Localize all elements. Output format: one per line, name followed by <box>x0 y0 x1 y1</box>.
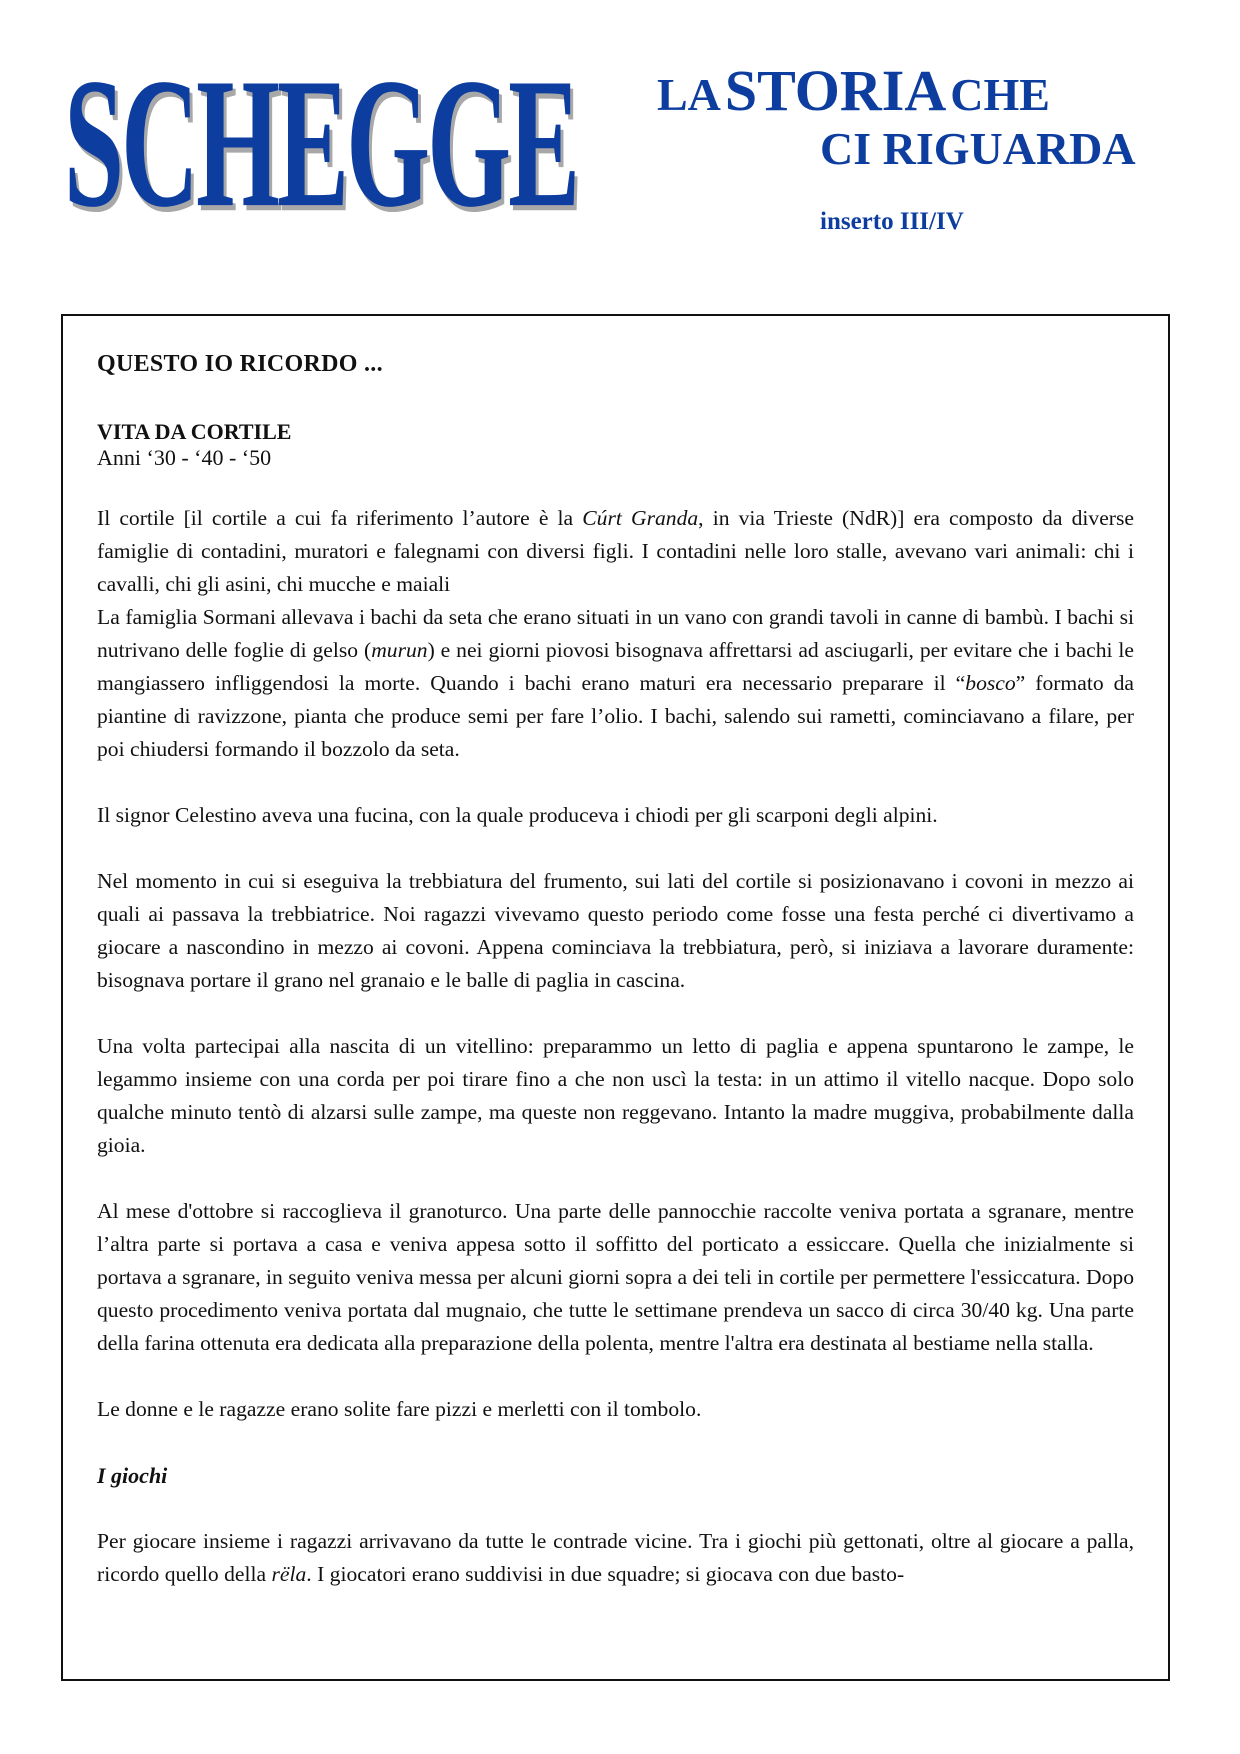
italic-term: rëla <box>271 1561 307 1586</box>
issue-label: inserto III/IV <box>820 208 964 235</box>
masthead-logo: SCHEGGE <box>64 41 578 247</box>
tagline-che: CHE <box>950 69 1050 120</box>
section-title: QUESTO IO RICORDO ... <box>97 351 383 377</box>
text-run: Il cortile [il cortile a cui fa riferimento l’autore è la <box>97 505 583 530</box>
paragraph-fucina: Il signor Celestino aveva una fucina, con la quale produceva i chiodi per gli scarponi degli alpini. <box>97 802 938 827</box>
text-run: , in via Trieste (NdR)] era composto da diverse famiglie di contadini, muratori e falegnami con diversi figli. I contadini nelle loro stalle, avevano vari animali: chi i cavalli, chi gli asini, chi mucche e maiali <box>97 505 1134 596</box>
italic-term: Cúrt Granda <box>582 505 699 530</box>
italic-term: murun <box>371 637 428 662</box>
paragraph-trebbiatura: Nel momento in cui si eseguiva la trebbiatura del frumento, sui lati del cortile si posizionavano i covoni in mezzo ai quali ai passava la trebbiatrice. Noi ragazzi vivevamo questo periodo come fosse una festa perché ci divertivamo a giocare a nascondino in mezzo ai covoni. Appena cominciava la trebbiatura, però, si iniziava a lavorare duramente: bisognava portare il grano nel granaio e le balle di paglia in cascina. <box>97 868 1134 992</box>
tagline-line-2: CI RIGUARDA <box>820 123 1136 174</box>
article-box <box>61 314 1170 1681</box>
paragraph-vitellino: Una volta partecipai alla nascita di un vitellino: preparammo un letto di paglia e appena spuntarono le zampe, le legammo insieme con una corda per poi tirare fino a che non uscì la testa: in un attimo il vitello nacque. Dopo solo qualche minuto tentò di alzarsi sulle zampe, ma queste non reggevano. Intanto la madre muggiva, probabilmente dalla gioia. <box>97 1033 1134 1157</box>
text-run: ” formato da piantine di ravizzone, pianta che produce semi per fare l’olio. I bachi, salendo sui rametti, cominciavano a filare, per poi chiudersi formando il bozzolo da seta. <box>97 670 1135 761</box>
tagline-line-1 <box>657 58 1050 123</box>
paragraph-tombolo: Le donne e le ragazze erano solite fare pizzi e merletti con il tombolo. <box>97 1396 702 1421</box>
tagline-la: LA <box>657 69 721 120</box>
tagline-storia: STORIA <box>724 58 947 123</box>
paragraph-granoturco: Al mese d'ottobre si raccoglieva il granoturco. Una parte delle pannocchie raccolte veniva portata a sgranare, mentre l’altra parte si portava a casa e veniva appesa sotto il soffitto del porticato a essiccare. Quella che inizialmente si portava a sgranare, in seguito veniva messa per alcuni giorni sopra a dei teli in cortile per permettere l'essiccatura. Dopo questo procedimento veniva portata dal mugnaio, che tutte le settimane prendeva un sacco di circa 30/40 kg. Una parte della farina ottenuta era dedicata alla preparazione della polenta, mentre l'altra era destinata al bestiame nella stalla. <box>97 1198 1134 1355</box>
text-run: ) e nei giorni piovosi bisognava affrettarsi ad asciugarli, per evitare che i bachi le mangiassero infliggendosi la morte. Quando i bachi erano maturi era necessario preparare il “ <box>97 637 1134 695</box>
paragraph-cortile <box>97 502 1134 601</box>
text-run: . I giocatori erano suddivisi in due squadre; si giocava con due basto- <box>306 1561 905 1586</box>
subheading-giochi: I giochi <box>97 1462 168 1488</box>
paragraph-bachi <box>97 601 1134 766</box>
paragraph-giochi <box>97 1525 1134 1591</box>
italic-term: bosco <box>965 670 1016 695</box>
article-title: VITA DA CORTILE <box>97 418 292 444</box>
text-run: La famiglia Sormani allevava i bachi da seta che erano situati in un vano con grandi tavoli in canne di bambù. I bachi si nutrivano delle foglie di gelso ( <box>97 604 1134 662</box>
text-run: Per giocare insieme i ragazzi arrivavano da tutte le contrade vicine. Tra i giochi più gettonati, oltre al giocare a palla, ricordo quello della <box>97 1528 1134 1586</box>
article-subtitle: Anni ‘30 - ‘40 - ‘50 <box>97 445 272 471</box>
